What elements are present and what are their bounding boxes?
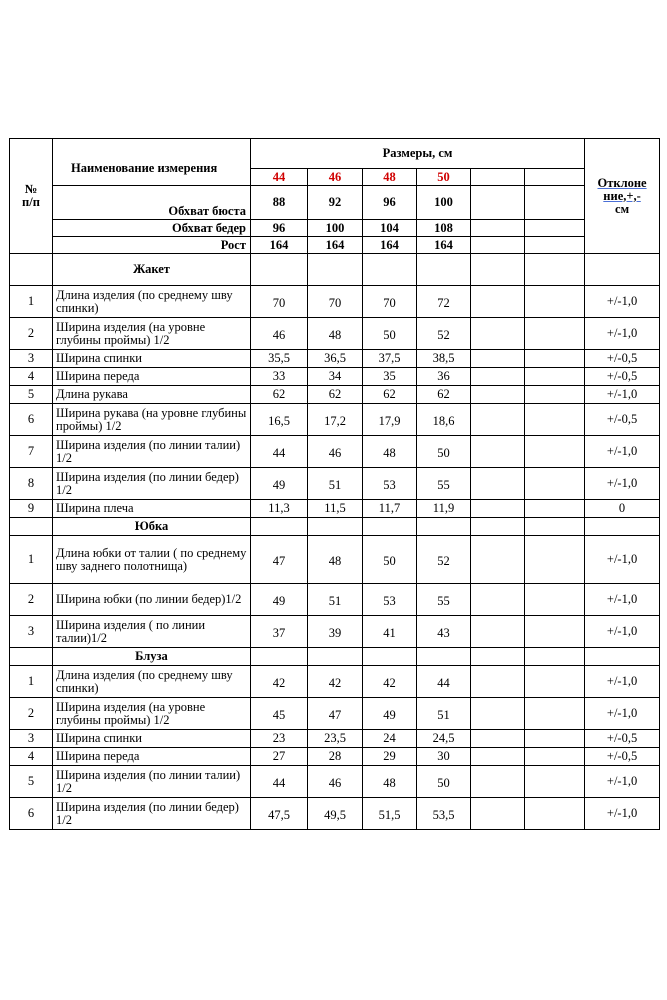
empty-size-cell [525,536,585,584]
tolerance-value: +/-1,0 [585,286,660,318]
table-row [10,350,660,368]
size-50: 50 [417,169,471,186]
size-value: 70 [308,286,363,318]
size-value: 51,5 [363,798,417,830]
tolerance-header [585,139,660,254]
size-value: 62 [251,386,308,404]
tolerance-value: +/-0,5 [585,350,660,368]
section-empty-cell [585,648,660,666]
row-number: 4 [10,748,53,766]
measurement-name-header: Наименование измерения [53,139,251,186]
height-empty-1 [471,237,525,254]
tolerance-header-line2: ние,+,- [603,188,641,203]
section-empty-cell [471,254,525,286]
row-number: 2 [10,584,53,616]
size-value: 46 [308,436,363,468]
table-row [10,468,660,500]
size-value: 36,5 [308,350,363,368]
tolerance-value: +/-1,0 [585,798,660,830]
empty-size-cell [471,798,525,830]
empty-size-cell [471,386,525,404]
row-number-header-line1: № [24,182,38,196]
section-number-cell [10,648,53,666]
size-value: 46 [251,318,308,350]
height-48: 164 [363,237,417,254]
size-value: 49 [251,584,308,616]
section-title: Жакет [53,254,251,286]
bust-44: 88 [251,186,308,220]
table-row [10,766,660,798]
tolerance-value: +/-0,5 [585,368,660,386]
section-number-cell [10,518,53,536]
section-empty-cell [585,254,660,286]
bust-label: Обхват бюста [53,186,251,220]
measurement-name: Ширина плеча [53,500,251,518]
size-value: 17,2 [308,404,363,436]
measurement-name: Ширина переда [53,368,251,386]
measurement-name: Ширина изделия ( по линии талии)1/2 [53,616,251,648]
empty-size-cell [525,766,585,798]
empty-size-cell [525,368,585,386]
bust-empty-2 [525,186,585,220]
size-value: 70 [251,286,308,318]
section-empty-cell [471,648,525,666]
empty-size-cell [471,536,525,584]
size-value: 42 [251,666,308,698]
empty-size-cell [525,666,585,698]
table-row [10,368,660,386]
empty-size-cell [525,748,585,766]
height-46: 164 [308,237,363,254]
tolerance-value: +/-0,5 [585,730,660,748]
row-number: 8 [10,468,53,500]
row-number: 5 [10,766,53,798]
section-empty-cell [417,518,471,536]
tolerance-value: +/-1,0 [585,536,660,584]
empty-size-cell [471,766,525,798]
size-value: 50 [363,536,417,584]
size-value: 62 [308,386,363,404]
table-row [10,798,660,830]
tolerance-header-line3: см [615,201,630,216]
section-empty-cell [417,254,471,286]
measurement-name: Длина изделия (по среднему шву спинки) [53,666,251,698]
bust-48: 96 [363,186,417,220]
size-value: 70 [363,286,417,318]
table-row [10,616,660,648]
size-value: 42 [363,666,417,698]
empty-size-cell [471,616,525,648]
table-row [10,748,660,766]
size-value: 34 [308,368,363,386]
size-value: 55 [417,468,471,500]
measurement-name: Длина юбки от талии ( по среднему шву заднего полотнища) [53,536,251,584]
row-number: 1 [10,666,53,698]
table-row [10,318,660,350]
height-empty-2 [525,237,585,254]
measurement-name: Ширина изделия (по линии талии) 1/2 [53,766,251,798]
size-value: 23,5 [308,730,363,748]
hips-50: 108 [417,220,471,237]
size-value: 18,6 [417,404,471,436]
measurement-name: Ширина спинки [53,730,251,748]
measurement-table-sheet [9,138,659,858]
size-value: 33 [251,368,308,386]
size-value: 11,5 [308,500,363,518]
bust-50: 100 [417,186,471,220]
row-number: 5 [10,386,53,404]
measurement-name: Ширина изделия (на уровне глубины проймы) 1/2 [53,698,251,730]
size-value: 24 [363,730,417,748]
size-48: 48 [363,169,417,186]
size-empty-1 [471,169,525,186]
size-value: 28 [308,748,363,766]
empty-size-cell [525,286,585,318]
measurement-name: Ширина юбки (по линии бедер)1/2 [53,584,251,616]
empty-size-cell [525,500,585,518]
section-empty-cell [308,518,363,536]
size-value: 39 [308,616,363,648]
size-chart-table [9,138,660,830]
row-number: 1 [10,286,53,318]
empty-size-cell [471,468,525,500]
empty-size-cell [471,500,525,518]
hips-empty-1 [471,220,525,237]
size-value: 47 [251,536,308,584]
section-empty-cell [363,518,417,536]
section-empty-cell [308,254,363,286]
empty-size-cell [471,368,525,386]
size-empty-2 [525,169,585,186]
size-value: 11,7 [363,500,417,518]
section-empty-cell [525,518,585,536]
size-value: 35 [363,368,417,386]
size-value: 62 [363,386,417,404]
empty-size-cell [471,436,525,468]
section-empty-cell [251,518,308,536]
size-44: 44 [251,169,308,186]
table-row [10,404,660,436]
size-value: 17,9 [363,404,417,436]
table-row [10,698,660,730]
tolerance-value: +/-1,0 [585,386,660,404]
size-value: 72 [417,286,471,318]
size-value: 38,5 [417,350,471,368]
hips-label: Обхват бедер [53,220,251,237]
table-row [10,436,660,468]
section-empty-cell [585,518,660,536]
empty-size-cell [471,350,525,368]
measurement-name: Ширина изделия (на уровне глубины проймы) 1/2 [53,318,251,350]
measurement-name: Длина рукава [53,386,251,404]
measurement-name: Ширина рукава (на уровне глубины проймы) 1/2 [53,404,251,436]
tolerance-value: +/-1,0 [585,436,660,468]
section-title: Юбка [53,518,251,536]
table-row [10,386,660,404]
section-row [10,254,660,286]
row-number: 6 [10,404,53,436]
row-number: 6 [10,798,53,830]
size-value: 55 [417,584,471,616]
empty-size-cell [525,584,585,616]
tolerance-value: +/-1,0 [585,616,660,648]
row-number: 3 [10,350,53,368]
empty-size-cell [471,286,525,318]
size-value: 46 [308,766,363,798]
size-value: 47 [308,698,363,730]
section-empty-cell [251,254,308,286]
size-value: 37 [251,616,308,648]
measurement-name: Ширина изделия (по линии талии) 1/2 [53,436,251,468]
size-value: 51 [417,698,471,730]
empty-size-cell [471,748,525,766]
size-value: 49 [363,698,417,730]
sizes-header: Размеры, см [251,139,585,169]
size-value: 45 [251,698,308,730]
table-body [10,254,660,830]
section-empty-cell [525,254,585,286]
empty-size-cell [525,436,585,468]
bust-empty-1 [471,186,525,220]
size-value: 29 [363,748,417,766]
size-value: 23 [251,730,308,748]
section-empty-cell [363,648,417,666]
size-46: 46 [308,169,363,186]
hips-46: 100 [308,220,363,237]
section-empty-cell [308,648,363,666]
table-row [10,584,660,616]
size-value: 24,5 [417,730,471,748]
section-title: Блуза [53,648,251,666]
table-row [10,536,660,584]
size-value: 53 [363,584,417,616]
empty-size-cell [525,318,585,350]
tolerance-value: 0 [585,500,660,518]
row-number: 4 [10,368,53,386]
size-value: 41 [363,616,417,648]
size-value: 11,9 [417,500,471,518]
row-number-header [10,139,53,254]
size-value: 47,5 [251,798,308,830]
tolerance-value: +/-1,0 [585,666,660,698]
table-row [10,286,660,318]
size-value: 53,5 [417,798,471,830]
hips-48: 104 [363,220,417,237]
measurement-name: Длина изделия (по среднему шву спинки) [53,286,251,318]
size-value: 53 [363,468,417,500]
measurement-name: Ширина изделия (по линии бедер) 1/2 [53,798,251,830]
size-value: 48 [308,536,363,584]
size-value: 16,5 [251,404,308,436]
section-empty-cell [251,648,308,666]
row-number: 9 [10,500,53,518]
empty-size-cell [471,730,525,748]
size-value: 44 [251,766,308,798]
empty-size-cell [525,404,585,436]
size-value: 49,5 [308,798,363,830]
size-value: 52 [417,318,471,350]
section-number-cell [10,254,53,286]
size-value: 48 [363,766,417,798]
tolerance-value: +/-1,0 [585,584,660,616]
empty-size-cell [525,468,585,500]
size-value: 48 [308,318,363,350]
measurement-name: Ширина изделия (по линии бедер) 1/2 [53,468,251,500]
height-44: 164 [251,237,308,254]
section-row [10,518,660,536]
section-empty-cell [363,254,417,286]
size-value: 27 [251,748,308,766]
empty-size-cell [525,350,585,368]
height-50: 164 [417,237,471,254]
size-value: 52 [417,536,471,584]
tolerance-value: +/-0,5 [585,404,660,436]
empty-size-cell [525,730,585,748]
row-number: 2 [10,318,53,350]
row-number: 3 [10,730,53,748]
size-value: 50 [417,436,471,468]
empty-size-cell [471,318,525,350]
bust-46: 92 [308,186,363,220]
size-value: 35,5 [251,350,308,368]
size-value: 48 [363,436,417,468]
tolerance-value: +/-0,5 [585,748,660,766]
size-value: 42 [308,666,363,698]
size-value: 51 [308,584,363,616]
tolerance-value: +/-1,0 [585,468,660,500]
height-label: Рост [53,237,251,254]
table-row [10,730,660,748]
measurement-name: Ширина спинки [53,350,251,368]
empty-size-cell [525,698,585,730]
size-value: 44 [417,666,471,698]
section-row [10,648,660,666]
tolerance-header-line1: Отклоне [597,175,647,190]
size-value: 50 [363,318,417,350]
tolerance-value: +/-1,0 [585,766,660,798]
size-value: 62 [417,386,471,404]
tolerance-value: +/-1,0 [585,318,660,350]
hips-44: 96 [251,220,308,237]
size-value: 36 [417,368,471,386]
measurement-name: Ширина переда [53,748,251,766]
size-value: 51 [308,468,363,500]
size-value: 30 [417,748,471,766]
size-value: 49 [251,468,308,500]
table-row [10,500,660,518]
row-number: 1 [10,536,53,584]
section-empty-cell [525,648,585,666]
size-value: 37,5 [363,350,417,368]
empty-size-cell [471,698,525,730]
row-number-header-line2: п/п [22,195,40,209]
empty-size-cell [525,386,585,404]
size-value: 11,3 [251,500,308,518]
row-number: 7 [10,436,53,468]
row-number: 2 [10,698,53,730]
size-value: 43 [417,616,471,648]
tolerance-value: +/-1,0 [585,698,660,730]
empty-size-cell [471,584,525,616]
hips-empty-2 [525,220,585,237]
size-value: 44 [251,436,308,468]
empty-size-cell [525,616,585,648]
table-row [10,666,660,698]
section-empty-cell [471,518,525,536]
empty-size-cell [525,798,585,830]
row-number: 3 [10,616,53,648]
empty-size-cell [471,666,525,698]
size-value: 50 [417,766,471,798]
empty-size-cell [471,404,525,436]
section-empty-cell [417,648,471,666]
